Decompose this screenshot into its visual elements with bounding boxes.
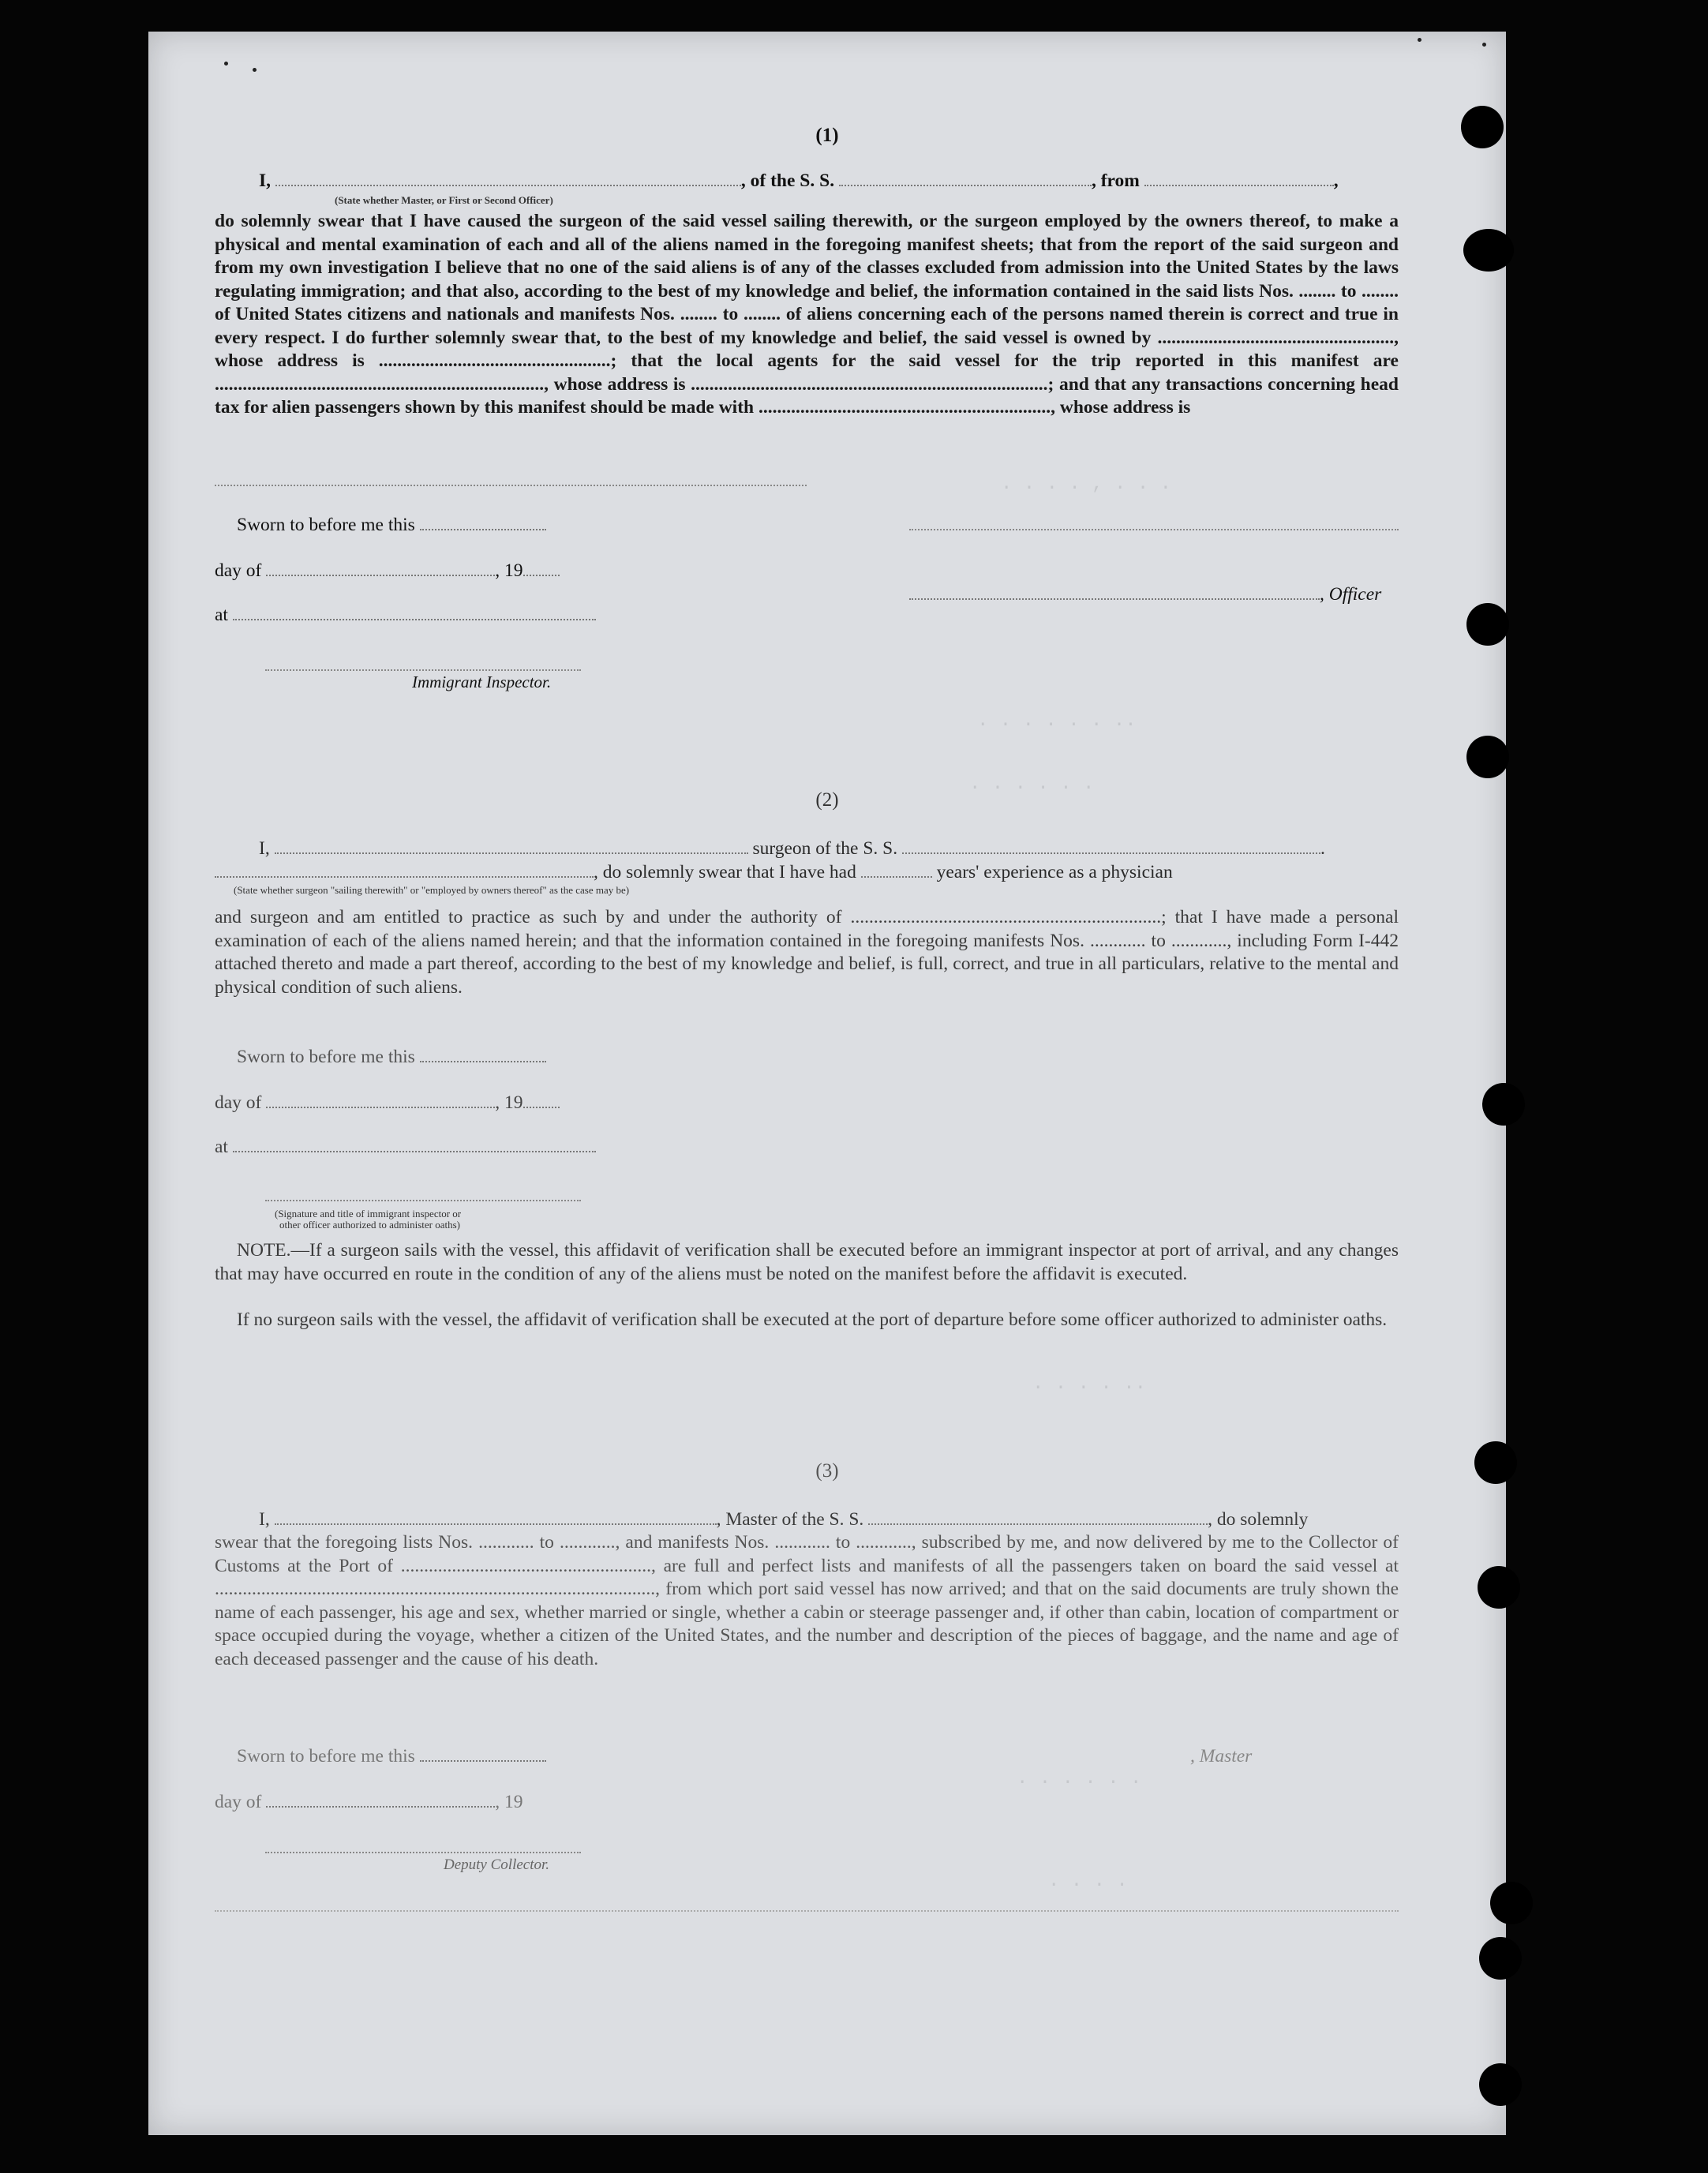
sworn-date-field-3[interactable] (420, 1746, 546, 1762)
immigrant-inspector-label: Immigrant Inspector. (412, 673, 552, 691)
section-2-signature-line[interactable] (265, 1200, 581, 1201)
deputy-collector-label: Deputy Collector. (444, 1856, 550, 1873)
day-of-line-3: day of , 19 (215, 1792, 523, 1812)
section-3-first-line: I, , Master of the S. S. , do solemnly (259, 1509, 1309, 1530)
day-of-line-2: day of , 19 (215, 1092, 560, 1114)
vessel-name-field[interactable] (839, 170, 1092, 186)
inspector-signature-line[interactable] (265, 669, 581, 671)
year-field[interactable] (523, 560, 560, 576)
month-field-2[interactable] (266, 1092, 495, 1108)
place-field-2[interactable] (233, 1137, 596, 1152)
punch-hole (1490, 1882, 1533, 1924)
collector-signature-line[interactable] (265, 1852, 581, 1853)
surgeon-note-paragraph: NOTE.—If a surgeon sails with the vessel, this affidavit of verification shall be executed before an immigrant inspector at port of arrival, and any changes that may have occurred en route in the condition of any of the aliens must be noted on the manifest before the affidavit is executed. (215, 1240, 1399, 1284)
section-1-oath-text: do solemnly swear that I have caused the surgeon of the said vessel sailing therewith, or the surgeon employed by the owners thereof, to make a physical and mental examination of each and all of the aliens named in the foregoing manifest sheets; that from the report of the said surgeon and from my own investigation I believe that no one of the said aliens is of any of the classes excluded from admission into the United States by the laws regulating immigration; and that also, according to the best of my knowledge and belief, the information contained in the said lists Nos. ........ to ........ of United States citizens and nationals and manifests Nos. ........ to ........ of aliens concerning each of the persons named therein is correct and true in every respect. I do further solemnly swear that, to the best of my knowledge and belief, the said vessel is owned by ..................................................., whose address is ..................................................; that the local agents for the said vessel for the trip reported in this manifest are ......................................................................., whose address is .............................................................................; and that any transactions concerning head tax for alien passengers shown by this manifest should be made with ..............................................................., whose address is (215, 211, 1399, 418)
place-field[interactable] (233, 605, 596, 620)
year-field-2[interactable] (523, 1092, 560, 1108)
departure-port-field[interactable] (1144, 170, 1334, 186)
manifest-page (148, 32, 1506, 2135)
sworn-line-3: Sworn to before me this (237, 1746, 546, 1767)
signature-note-2: other officer authorized to administer oaths) (279, 1219, 460, 1231)
bleed-through-text: . . . . . . (969, 774, 1095, 795)
at-line-2: at (215, 1137, 596, 1158)
bleed-through-text: . . . . , . . . (1001, 474, 1172, 495)
punch-hole (1479, 2063, 1522, 2106)
officer-signature: , Officer (909, 584, 1381, 605)
surgeon-status-field[interactable] (215, 862, 594, 878)
section-3-number: (3) (815, 1460, 839, 1482)
bleed-through-text: . . . . . . (1017, 1768, 1142, 1789)
punch-hole (1478, 1566, 1520, 1609)
officer-signature-field[interactable] (909, 584, 1320, 600)
section-1-first-line: I, , of the S. S. , from , (259, 170, 1339, 191)
month-field-3[interactable] (266, 1792, 495, 1808)
bleed-through-text: . . . . .. (1032, 1373, 1147, 1395)
master-vessel-field[interactable] (868, 1509, 1208, 1525)
sworn-date-field[interactable] (420, 515, 546, 530)
signature-note-1: (Signature and title of immigrant inspector or (275, 1208, 462, 1220)
bleed-through-text: . . . . (1048, 1871, 1128, 1892)
speck (1482, 43, 1486, 47)
officer-name-field[interactable] (275, 170, 741, 186)
section-2-oath-text: and surgeon and am entitled to practice as such by and under the authority of ...................................................................; that I have made a personal examination of each of the aliens named herein; and that the information contained in the foregoing manifests Nos. ............ to ............, including Form I-442 attached thereto and made a part thereof, according to the best of my knowledge and belief, is full, correct, and true in all particulars, relative to the mental and physical condition of such aliens. (215, 907, 1399, 998)
bleed-through-text: . . . . . . .. (977, 710, 1137, 732)
surgeon-note: (State whether surgeon "sailing therewith" or "employed by owners thereof" as the case may be) (234, 884, 630, 896)
speck (224, 62, 228, 66)
years-field[interactable] (861, 862, 932, 878)
section-2-first-line: I, surgeon of the S. S. . (259, 838, 1325, 859)
speck (1418, 38, 1421, 42)
section-3-oath-text: swear that the foregoing lists Nos. ............ to ............, and manifests Nos. ............ to ............, subscribed by me, and now delivered by me to the Collector of Customs at the Port of ......................................................, are full and perfect lists and manifests of all the passengers taken on board the said vessel at ..............................................................................................., from which port said vessel has now arrived; and that on the said documents are truly shown the name of each passenger, his age and sex, whether married or single, whether a cabin or steerage passenger and, if other than cabin, location of compartment or space occupied during the voyage, whether a citizen of the United States, and the number and description of the pieces of baggage, and the name and age of each deceased passenger and the cause of his death. (215, 1532, 1399, 1669)
master-signature: , Master (1190, 1746, 1253, 1766)
month-field[interactable] (266, 560, 495, 576)
punch-hole (1482, 1083, 1525, 1126)
section-2-second-line: , do solemnly swear that I have had years' experience as a physician (215, 862, 1173, 883)
at-line-1: at (215, 605, 596, 626)
master-name-field[interactable] (275, 1509, 717, 1525)
officer-note: (State whether Master, or First or Second Officer) (335, 194, 553, 206)
no-surgeon-paragraph: If no surgeon sails with the vessel, the affidavit of verification shall be executed at the port of departure before some officer authorized to administer oaths. (237, 1309, 1388, 1330)
surgeon-vessel-field[interactable] (902, 838, 1320, 854)
punch-hole (1479, 1937, 1522, 1980)
section-1-number: (1) (815, 125, 839, 146)
punch-hole (1466, 603, 1509, 646)
punch-hole (1466, 736, 1509, 778)
sworn-line-2: Sworn to before me this (237, 1047, 546, 1068)
day-of-line-1: day of , 19 (215, 560, 560, 582)
officer-signature-line-top[interactable] (909, 529, 1399, 530)
punch-hole (1463, 229, 1514, 272)
section-2-number: (2) (815, 789, 839, 811)
sworn-line-1: Sworn to before me this (237, 515, 546, 536)
sworn-date-field-2[interactable] (420, 1047, 546, 1062)
speck (253, 68, 257, 72)
bottom-rule (215, 1910, 1399, 1912)
address-continuation-line[interactable] (215, 485, 807, 486)
surgeon-name-field[interactable] (275, 838, 748, 854)
